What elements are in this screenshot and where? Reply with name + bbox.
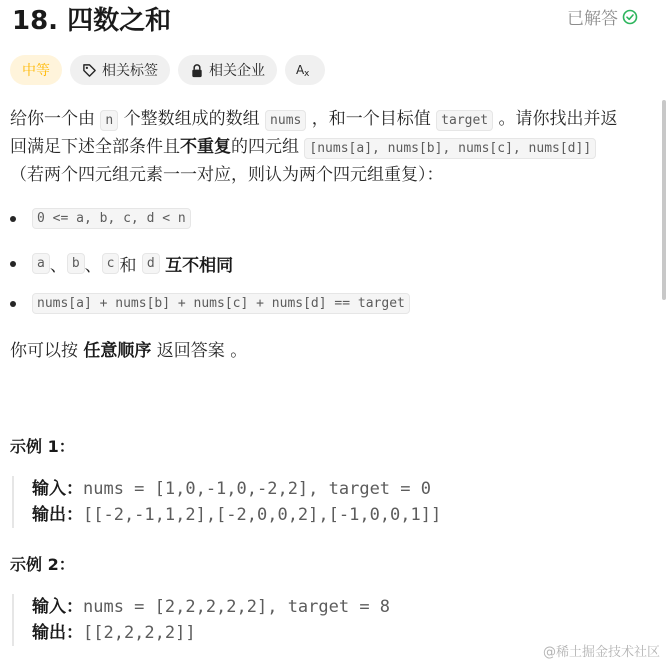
desc-text: ，和一个目标值 — [306, 109, 437, 129]
example-2-input: nums = [2,2,2,2,2], target = 8 — [83, 597, 391, 617]
code-target: target — [436, 110, 493, 131]
example-2-title: 示例 2： — [10, 555, 75, 574]
problem-title: 18. 四数之和 — [12, 6, 172, 36]
output-label: 输出： — [32, 623, 83, 643]
separator: 、 — [49, 256, 67, 276]
code-b: b — [67, 253, 85, 274]
difficulty-badge[interactable]: 中等 — [10, 55, 62, 85]
code-quadruplet: [nums[a], nums[b], nums[c], nums[d]] — [304, 138, 596, 159]
related-tags-label: 相关标签 — [102, 63, 158, 79]
desc-text: 个整数组成的数组 — [118, 109, 266, 129]
input-label: 输入： — [32, 597, 83, 617]
watermark: @稀土掘金技术社区 — [542, 645, 660, 660]
example-1-output: [[-2,-1,1,2],[-2,0,0,2],[-1,0,0,1]] — [83, 505, 442, 525]
input-label: 输入： — [32, 479, 83, 499]
output-label: 输出： — [32, 505, 83, 525]
desc-text: 的四元组 — [231, 137, 305, 157]
bold-any-order: 任意顺序 — [83, 341, 152, 361]
example-1-input: nums = [1,0,-1,0,-2,2], target = 0 — [83, 479, 431, 499]
desc-text: （若两个四元组元素一一对应，则认为两个四元组重复）： — [10, 165, 444, 185]
bullet-dot — [10, 216, 16, 222]
code-c: c — [102, 253, 120, 274]
example-1-input-line — [32, 476, 668, 502]
related-tags-button[interactable] — [70, 55, 170, 85]
order-note — [10, 338, 630, 365]
example-2-input-line — [32, 594, 668, 620]
example-2-output: [[2,2,2,2]] — [83, 623, 196, 643]
svg-text:x: x — [304, 69, 310, 78]
bullet-dot — [10, 301, 16, 307]
related-companies-button[interactable] — [178, 55, 277, 85]
scrollbar-thumb[interactable] — [662, 100, 666, 300]
condition-item-1 — [10, 208, 191, 229]
translate-icon — [295, 62, 315, 78]
svg-text:A: A — [296, 63, 305, 77]
separator: 、 — [84, 256, 102, 276]
example-1-output-line — [32, 502, 668, 528]
bold-no-duplicate: 不重复 — [180, 137, 231, 157]
example-1-block — [12, 476, 668, 528]
example-1-title: 示例 1： — [10, 437, 75, 456]
and-text: 和 — [119, 256, 137, 276]
example-2-block — [12, 594, 668, 646]
condition-item-3 — [10, 293, 410, 314]
desc-text: 给你一个由 — [10, 109, 101, 129]
code-index-range: 0 <= a, b, c, d < n — [32, 208, 191, 229]
solved-label: 已解答 — [567, 9, 618, 29]
bold-distinct: 互不相同 — [165, 256, 234, 276]
code-a: a — [32, 253, 50, 274]
code-n: n — [100, 110, 118, 131]
desc-text: 返回答案 。 — [151, 341, 248, 361]
bullet-dot — [10, 261, 16, 267]
condition-item-2 — [10, 251, 233, 276]
code-d: d — [142, 253, 160, 274]
tag-bar — [10, 55, 325, 85]
desc-text: 你可以按 — [10, 341, 84, 361]
code-nums: nums — [265, 110, 306, 131]
translate-button[interactable] — [285, 55, 325, 85]
desc-text: 。请你找出并返回满足下述全部条件且 — [10, 109, 618, 157]
lock-icon — [190, 63, 204, 78]
solved-status — [567, 4, 638, 29]
code-sum-equation: nums[a] + nums[b] + nums[c] + nums[d] == target — [32, 293, 410, 314]
check-circle-icon — [622, 9, 638, 25]
description-paragraph — [10, 106, 630, 189]
tag-icon — [82, 63, 97, 78]
related-companies-label: 相关企业 — [209, 63, 265, 79]
